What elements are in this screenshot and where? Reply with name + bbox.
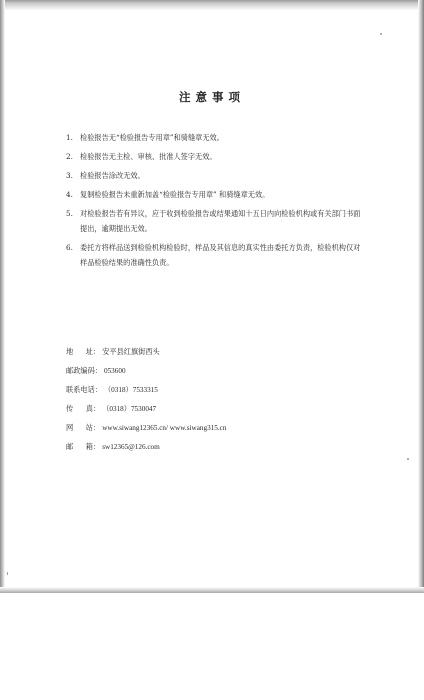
fax-value: （0318）7530047 (102, 404, 157, 413)
fax-row (66, 399, 366, 418)
page-title: 注意事项 (179, 90, 245, 104)
notice-text: 委托方将样品送到检验机构检验时，样品及其信息的真实性由委托方负责，检验机构仅对样品检验结果的准确性负责。 (80, 243, 361, 267)
email-label (66, 442, 93, 452)
fax-label-char: 真 (85, 403, 93, 413)
notice-item (66, 187, 366, 202)
website-label-char: 网 (66, 422, 74, 432)
postcode-label: 邮政编码 (66, 365, 95, 375)
colon: ： (94, 384, 102, 394)
notice-number: 2. (66, 152, 73, 161)
address-label (66, 347, 93, 357)
website-label (66, 423, 93, 433)
notice-text: 对检验报告若有异议，应于收到检验报告或结果通知十五日内向检验机构或有关部门书面提出，逾期提出无效。 (80, 209, 361, 233)
notice-item (66, 130, 366, 145)
notice-text: 检验报告无主检、审核、批准人签字无效。 (80, 152, 217, 161)
email-label-char: 邮 (66, 441, 74, 451)
notice-item (66, 206, 366, 236)
email-value: sw12365@126.com (102, 442, 160, 451)
contact-info (66, 342, 366, 456)
postcode-value: 053600 (103, 366, 126, 375)
address-label-char: 址 (85, 346, 93, 356)
scan-speck (380, 33, 382, 35)
colon: ： (94, 365, 102, 375)
address-row (66, 342, 366, 361)
phone-row (66, 380, 366, 399)
phone-value: （0318）7533315 (103, 385, 158, 394)
address-label-char: 地 (66, 346, 74, 356)
email-label-char: 箱 (85, 441, 93, 451)
website-label-char: 站 (85, 422, 93, 432)
fax-label (66, 404, 93, 414)
notice-text: 检验报告无“检验报告专用章”和骑缝章无效。 (80, 133, 224, 142)
notice-text: 复制检验报告未重新加盖“检验报告专用章” 和骑缝章无效。 (80, 190, 270, 199)
scan-speck (407, 458, 409, 460)
notice-item (66, 149, 366, 164)
phone-label: 联系电话 (66, 384, 95, 394)
notice-number: 5. (66, 209, 73, 218)
notice-list (66, 130, 366, 274)
colon: ： (93, 422, 101, 432)
colon: ： (93, 403, 101, 413)
scan-speck (7, 572, 8, 575)
email-row (66, 437, 366, 456)
scan-shadow-bottom (0, 587, 424, 593)
fax-label-char: 传 (66, 403, 74, 413)
notice-number: 6. (66, 243, 73, 252)
notice-number: 4. (66, 190, 73, 199)
scan-shadow-top (0, 0, 424, 10)
notice-number: 1. (66, 133, 73, 142)
notice-number: 3. (66, 171, 73, 180)
colon: ： (93, 441, 101, 451)
colon: ： (93, 346, 101, 356)
notice-item (66, 168, 366, 183)
website-row (66, 418, 366, 437)
address-value: 安平县红旗街西头 (102, 347, 160, 356)
postcode-row (66, 361, 366, 380)
notice-text: 检验报告涂改无效。 (80, 171, 145, 180)
website-value: www.siwang12365.cn/ www.siwang315.cn (102, 423, 227, 432)
notice-item (66, 240, 366, 270)
